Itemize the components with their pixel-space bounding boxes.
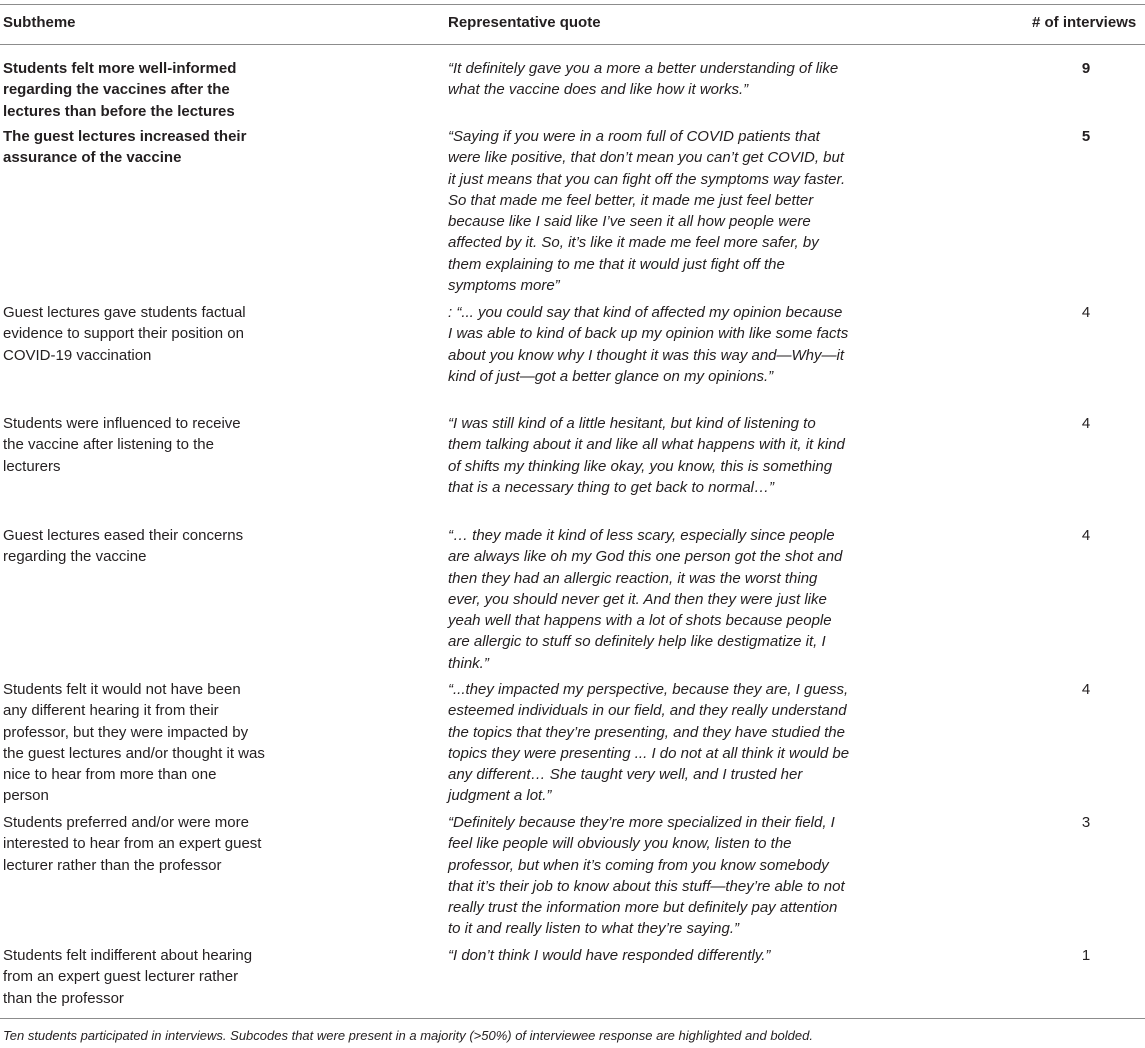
- header-rule: [0, 44, 1145, 45]
- row-5-count: 4: [1081, 527, 1091, 544]
- row-6-count: 4: [1081, 681, 1091, 698]
- row-8-count: 1: [1081, 947, 1091, 964]
- row-7-subtheme: Students preferred and/or were more interested to hear from an expert guest lecturer rather than the professor: [3, 814, 262, 874]
- table-footnote: Ten students participated in interviews. Subcodes that were present in a majority (>50%) of interviewee response are highlighted and bolded.: [3, 1028, 813, 1043]
- row-5-subtheme: Guest lectures eased their concerns regarding the vaccine: [3, 527, 244, 566]
- row-1-subtheme: Students felt more well-informed regarding the vaccines after the lectures than before the lectures: [3, 60, 237, 120]
- header-subtheme: Subtheme: [3, 14, 76, 31]
- row-4-subtheme: Students were influenced to receive the vaccine after listening to the lecturers: [3, 415, 241, 475]
- row-4-quote: “I was still kind of a little hesitant, but kind of listening to them talking about it and like all what happens with it, it kind of shifts my thinking like okay, you know, this is something that is a necessary thing to get back to normal…”: [448, 415, 845, 496]
- row-5-quote: “… they made it kind of less scary, especially since people are always like oh my God this one person got the shot and then they had an allergic reaction, it was the worst thing ever, you should never get it. And then they were just like yeah well that happens with a lot of shots because people are allergic to stuff so definitely help like destigmatize it, I think.”: [448, 527, 843, 672]
- table-bottom-rule: [0, 1018, 1145, 1019]
- row-1-count: 9: [1081, 60, 1091, 77]
- row-8-quote: “I don’t think I would have responded differently.”: [448, 947, 771, 964]
- row-3-count: 4: [1081, 304, 1091, 321]
- row-2-quote: “Saying if you were in a room full of COVID patients that were like positive, that don’t mean you can’t get COVID, but it just means that you can fight off the symptoms way faster. So that made me feel better, it made me just feel better because like I said like I’ve seen it all how people were affected by it. So, it’s like it made me feel more safer, by them explaining to me that it would just fight off the symptoms more”: [448, 128, 846, 295]
- header-representative-quote: Representative quote: [448, 14, 601, 31]
- header-interview-count: # of interviews: [1032, 14, 1137, 31]
- row-3-quote: : “... you could say that kind of affected my opinion because I was able to kind of back up my opinion with like some facts about you know why I thought it was this way and—Why—it kind of just—got a better glance on my opinions.”: [448, 304, 849, 385]
- row-7-count: 3: [1081, 814, 1091, 831]
- row-6-quote: “...they impacted my perspective, because they are, I guess, esteemed individuals in our field, and they really understand the topics that they’re presenting, and they have studied the topics they were presenting ... I do not at all think it would be any different… She taught very well, and I trusted her judgment a lot.”: [448, 681, 850, 805]
- row-2-count: 5: [1081, 128, 1091, 145]
- row-4-count: 4: [1081, 415, 1091, 432]
- row-7-quote: “Definitely because they’re more specialized in their field, I feel like people will obviously you know, listen to the professor, but when it’s coming from you know somebody that it’s their job to know about this stuff—they’re able to not really trust the information more but definitely pay attention to it and really listen to what they’re saying.”: [448, 814, 845, 938]
- row-3-subtheme: Guest lectures gave students factual evidence to support their position on COVID-19 vaccination: [3, 304, 246, 364]
- row-6-subtheme: Students felt it would not have been any different hearing it from their professor, but they were impacted by the guest lectures and/or thought it was nice to hear from more than one person: [3, 681, 265, 805]
- table-top-rule: [0, 4, 1145, 5]
- row-8-subtheme: Students felt indifferent about hearing from an expert guest lecturer rather than the professor: [3, 947, 253, 1007]
- row-2-subtheme: The guest lectures increased their assurance of the vaccine: [3, 128, 247, 167]
- row-1-quote: “It definitely gave you a more a better understanding of like what the vaccine does and like how it works.”: [448, 60, 839, 99]
